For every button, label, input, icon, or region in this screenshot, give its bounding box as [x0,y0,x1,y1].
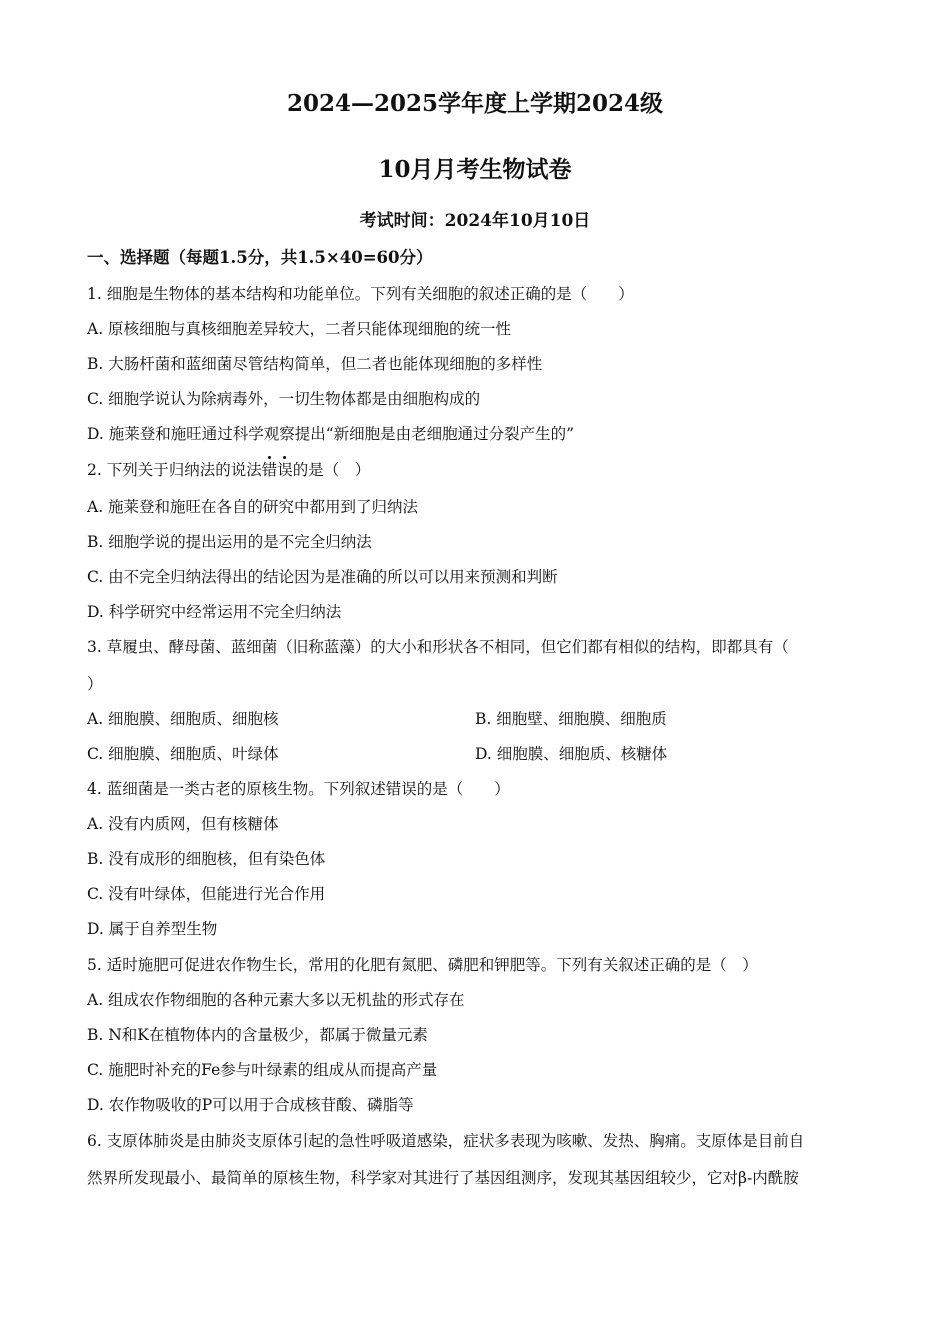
q1-option-b: B. 大肠杆菌和蓝细菌尽管结构简单，但二者也能体现细胞的多样性 [87,355,543,373]
q2-option-d: D. 科学研究中经常运用不完全归纳法 [87,603,342,621]
exam-title-line2: 10月月考生物试卷 [378,156,572,183]
q3-stem: 3. 草履虫、酵母菌、蓝细菌（旧称蓝藻）的大小和形状各不相同，但它们都有相似的结构，即都具有（ [87,638,789,656]
q2-stem-pre: 2. 下列关于归纳法的说法 [87,461,262,479]
q3-option-d: D. 细胞膜、细胞质、核糖体 [475,745,668,763]
section-heading-multiple-choice: 一、选择题（每题1.5分，共1.5×40=60分） [87,248,433,267]
exam-time: 考试时间：2024年10月10日 [359,211,591,231]
q6-stem-line1: 6. 支原体肺炎是由肺炎支原体引起的急性呼吸道感染，症状多表现为咳嗽、发热、胸痛。支原体是目前自 [87,1132,805,1150]
q2-option-c: C. 由不完全归纳法得出的结论因为是准确的所以可以用来预测和判断 [87,568,558,586]
q5-option-a: A. 组成农作物细胞的各种元素大多以无机盐的形式存在 [87,991,465,1009]
q3-option-b: B. 细胞壁、细胞膜、细胞质 [475,710,667,728]
q3-option-a: A. 细胞膜、细胞质、细胞核 [87,710,279,728]
q2-emphasis-char-2: 误 [277,461,293,479]
q5-option-d: D. 农作物吸收的P可以用于合成核苷酸、磷脂等 [87,1096,414,1114]
q1-option-d: D. 施莱登和施旺通过科学观察提出“新细胞是由老细胞通过分裂产生的” [87,425,575,443]
q5-option-c: C. 施肥时补充的Fe参与叶绿素的组成从而提高产量 [87,1061,438,1079]
q5-option-b: B. N和K在植物体内的含量极少，都属于微量元素 [87,1026,428,1044]
q4-option-d: D. 属于自养型生物 [87,920,218,938]
q2-option-b: B. 细胞学说的提出运用的是不完全归纳法 [87,533,372,551]
q2-stem-post: 的是（ ） [292,461,371,479]
q1-stem: 1. 细胞是生物体的基本结构和功能单位。下列有关细胞的叙述正确的是（ ） [87,285,634,303]
q3-stem-end: ） [87,675,103,693]
q6-stem-line2: 然界所发现最小、最简单的原核生物，科学家对其进行了基因组测序，发现其基因组较少，它对β-内酰胺 [87,1169,799,1187]
q4-stem: 4. 蓝细菌是一类古老的原核生物。下列叙述错误的是（ ） [87,780,510,798]
q2-emphasis-char-1: 错 [261,461,278,479]
q4-option-b: B. 没有成形的细胞核，但有染色体 [87,850,326,868]
q3-option-c: C. 细胞膜、细胞质、叶绿体 [87,745,279,763]
q2-option-a: A. 施莱登和施旺在各自的研究中都用到了归纳法 [87,498,419,516]
q2-stem [87,458,370,482]
q4-option-a: A. 没有内质网，但有核糖体 [87,815,279,833]
q5-stem: 5. 适时施肥可促进农作物生长，常用的化肥有氮肥、磷肥和钾肥等。下列有关叙述正确的是（ ） [87,956,758,974]
exam-title-line1: 2024—2025学年度上学期2024级 [286,90,664,117]
q4-option-c: C. 没有叶绿体，但能进行光合作用 [87,885,326,903]
q1-option-a: A. 原核细胞与真核细胞差异较大，二者只能体现细胞的统一性 [87,320,512,338]
q1-option-c: C. 细胞学说认为除病毒外，一切生物体都是由细胞构成的 [87,390,481,408]
